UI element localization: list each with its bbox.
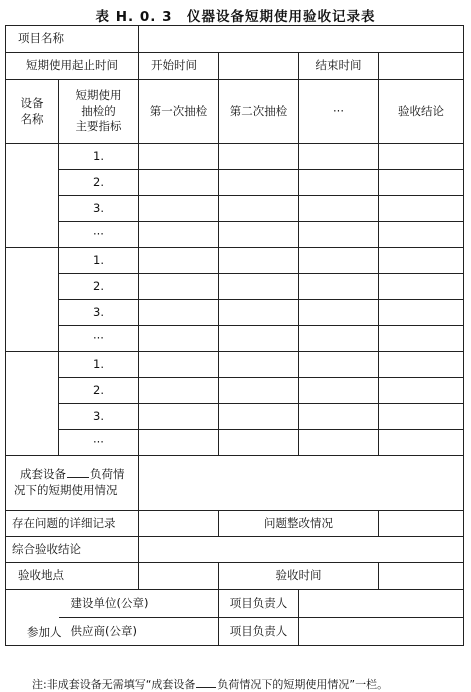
check-cell[interactable]: [219, 326, 299, 352]
check-cell[interactable]: [299, 274, 379, 300]
conclusion-cell[interactable]: [379, 144, 464, 170]
problem-detail-value[interactable]: [139, 511, 219, 537]
check-cell[interactable]: [139, 352, 219, 378]
builder-label: 建设单位(公章): [59, 590, 219, 618]
indicator-line2: 抽检的: [81, 103, 116, 118]
conclusion-cell[interactable]: [379, 222, 464, 248]
check-cell[interactable]: [139, 144, 219, 170]
conclusion-cell[interactable]: [379, 326, 464, 352]
period-label: 短期使用起止时间: [6, 53, 139, 80]
footnote-text-b: 负荷情况下的短期使用情况”一栏。: [217, 678, 389, 691]
complete-set-text-b: 负荷情: [90, 467, 125, 482]
check-cell[interactable]: [299, 430, 379, 456]
overall-conclusion-label: 综合验收结论: [6, 537, 139, 563]
indicator-item: 3.: [59, 196, 139, 222]
check-cell[interactable]: [299, 404, 379, 430]
conclusion-header: 验收结论: [379, 80, 464, 144]
project-name-label: 项目名称: [6, 26, 139, 53]
check-cell[interactable]: [139, 430, 219, 456]
complete-set-text-a: 成套设备: [20, 467, 66, 482]
check-cell[interactable]: [219, 170, 299, 196]
device-name-cell[interactable]: [6, 144, 59, 248]
device-name-header: [6, 80, 59, 144]
conclusion-cell[interactable]: [379, 196, 464, 222]
check-cell[interactable]: [219, 196, 299, 222]
check-cell[interactable]: [299, 300, 379, 326]
end-time-value[interactable]: [379, 53, 464, 80]
check-cell[interactable]: [219, 248, 299, 274]
project-lead-label: 项目负责人: [219, 618, 299, 646]
indicator-item: 2.: [59, 274, 139, 300]
table-title: 表 H. 0. 3 仪器设备短期使用验收记录表: [95, 9, 376, 25]
check-cell[interactable]: [219, 222, 299, 248]
conclusion-cell[interactable]: [379, 430, 464, 456]
project-name-value[interactable]: [139, 26, 464, 53]
device-name-cell[interactable]: [6, 248, 59, 352]
footnote: [32, 676, 388, 692]
check-cell[interactable]: [299, 222, 379, 248]
indicator-item: 1.: [59, 248, 139, 274]
indicator-item: 2.: [59, 170, 139, 196]
check-cell[interactable]: [139, 222, 219, 248]
rectification-label: 问题整改情况: [219, 511, 379, 537]
check-cell[interactable]: [299, 378, 379, 404]
footnote-text-a: 注:非成套设备无需填写“成套设备: [32, 678, 196, 691]
indicator-item: ···: [59, 326, 139, 352]
check-cell[interactable]: [139, 300, 219, 326]
check-cell[interactable]: [299, 144, 379, 170]
check-cell[interactable]: [219, 352, 299, 378]
indicator-item: 3.: [59, 300, 139, 326]
rectification-value[interactable]: [379, 511, 464, 537]
indicator-item: 1.: [59, 352, 139, 378]
indicator-item: 2.: [59, 378, 139, 404]
indicator-line3: 主要指标: [75, 119, 122, 134]
location-label: 验收地点: [6, 563, 139, 590]
start-time-value[interactable]: [219, 53, 299, 80]
project-lead-value[interactable]: [299, 590, 464, 618]
check-cell[interactable]: [139, 404, 219, 430]
accept-time-label: 验收时间: [219, 563, 379, 590]
device-name-cell[interactable]: [6, 352, 59, 456]
conclusion-cell[interactable]: [379, 248, 464, 274]
conclusion-cell[interactable]: [379, 378, 464, 404]
check-cell[interactable]: [299, 326, 379, 352]
overall-conclusion-value[interactable]: [139, 537, 464, 563]
indicator-header: [59, 80, 139, 144]
participants-label: 参加人: [27, 625, 62, 639]
check-cell[interactable]: [219, 300, 299, 326]
acceptance-record-table: [5, 25, 464, 646]
check-cell[interactable]: [219, 430, 299, 456]
accept-time-value[interactable]: [379, 563, 464, 590]
complete-set-value[interactable]: [139, 456, 464, 511]
check-cell[interactable]: [219, 378, 299, 404]
blank-underline: [196, 677, 216, 688]
check-cell[interactable]: [139, 326, 219, 352]
problem-detail-label: 存在问题的详细记录: [6, 511, 139, 537]
complete-set-label: [6, 456, 139, 511]
check1-header: 第一次抽检: [139, 80, 219, 144]
ellipsis-header: ···: [299, 80, 379, 144]
conclusion-cell[interactable]: [379, 352, 464, 378]
device-name-line2: 名称: [20, 111, 44, 126]
check-cell[interactable]: [219, 144, 299, 170]
conclusion-cell[interactable]: [379, 404, 464, 430]
check-cell[interactable]: [299, 248, 379, 274]
check-cell[interactable]: [299, 352, 379, 378]
check2-header: 第二次抽检: [219, 80, 299, 144]
device-name-line1: 设备: [20, 95, 44, 110]
start-time-label: 开始时间: [139, 53, 219, 80]
check-cell[interactable]: [139, 196, 219, 222]
check-cell[interactable]: [299, 196, 379, 222]
check-cell[interactable]: [139, 170, 219, 196]
check-cell[interactable]: [299, 170, 379, 196]
location-value[interactable]: [139, 563, 219, 590]
conclusion-cell[interactable]: [379, 170, 464, 196]
indicator-item: ···: [59, 222, 139, 248]
check-cell[interactable]: [139, 248, 219, 274]
project-lead-value[interactable]: [299, 618, 464, 646]
project-lead-label: 项目负责人: [219, 590, 299, 618]
indicator-item: 3.: [59, 404, 139, 430]
conclusion-cell[interactable]: [379, 300, 464, 326]
indicator-item: ···: [59, 430, 139, 456]
indicator-line1: 短期使用: [75, 88, 122, 103]
blank-underline: [67, 467, 89, 478]
supplier-label: 供应商(公章): [59, 618, 219, 646]
check-cell[interactable]: [219, 404, 299, 430]
check-cell[interactable]: [139, 274, 219, 300]
check-cell[interactable]: [219, 274, 299, 300]
complete-set-text-c: 况下的短期使用情况: [14, 483, 118, 497]
end-time-label: 结束时间: [299, 53, 379, 80]
check-cell[interactable]: [139, 378, 219, 404]
indicator-item: 1.: [59, 144, 139, 170]
conclusion-cell[interactable]: [379, 274, 464, 300]
